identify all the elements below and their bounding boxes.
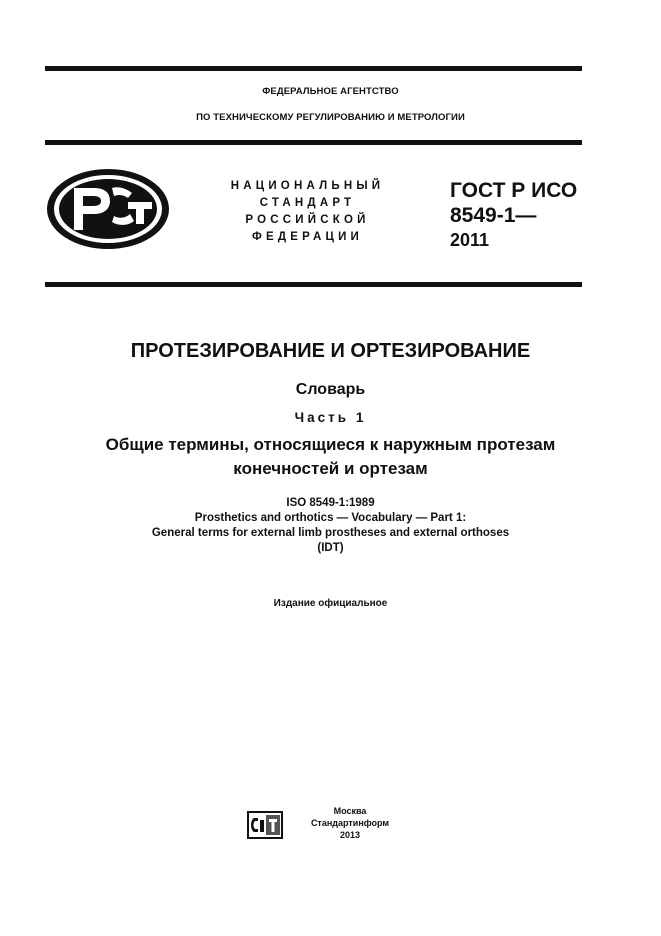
edition-label: Издание официальное xyxy=(273,598,388,609)
publisher-name: Стандартинформ xyxy=(310,818,390,828)
terms-line-2: конечностей и ортезам xyxy=(233,459,428,478)
agency-line-1: ФЕДЕРАЛЬНОЕ АГЕНТСТВО xyxy=(262,86,399,97)
standartinform-logo-icon xyxy=(246,810,284,840)
agency-line-2: ПО ТЕХНИЧЕСКОМУ РЕГУЛИРОВАНИЮ И МЕТРОЛОГИИ xyxy=(196,112,465,123)
publisher-city: Москва xyxy=(333,806,367,816)
rst-logo-icon xyxy=(44,166,172,252)
iso-line-3: General terms for external limb prostheses and external orthoses xyxy=(151,527,510,539)
publisher-year: 2013 xyxy=(339,830,361,840)
designation-rule xyxy=(45,282,582,287)
designation-line-3: 2011 xyxy=(450,230,490,250)
document-title: ПРОТЕЗИРОВАНИЕ И ОРТЕЗИРОВАНИЕ xyxy=(130,340,531,362)
iso-line-2: Prosthetics and orthotics — Vocabulary — Part 1: xyxy=(194,512,467,524)
national-standard-line-4: ФЕДЕРАЦИИ xyxy=(251,231,364,243)
iso-line-4: (IDT) xyxy=(317,542,344,554)
designation-line-2: 8549-1— xyxy=(450,204,537,227)
national-standard-line-3: РОССИЙСКОЙ xyxy=(245,214,370,226)
top-rule xyxy=(45,66,582,71)
document-subtitle: Словарь xyxy=(295,381,366,398)
national-standard-line-1: НАЦИОНАЛЬНЫЙ xyxy=(230,180,385,192)
header-rule xyxy=(45,140,582,145)
designation-line-1: ГОСТ Р ИСО xyxy=(450,179,578,202)
national-standard-line-2: СТАНДАРТ xyxy=(259,197,356,209)
terms-line-1: Общие термины, относящиеся к наружным протезам xyxy=(105,435,556,454)
iso-line-1: ISO 8549-1:1989 xyxy=(286,497,375,509)
document-part: Часть 1 xyxy=(294,410,367,425)
